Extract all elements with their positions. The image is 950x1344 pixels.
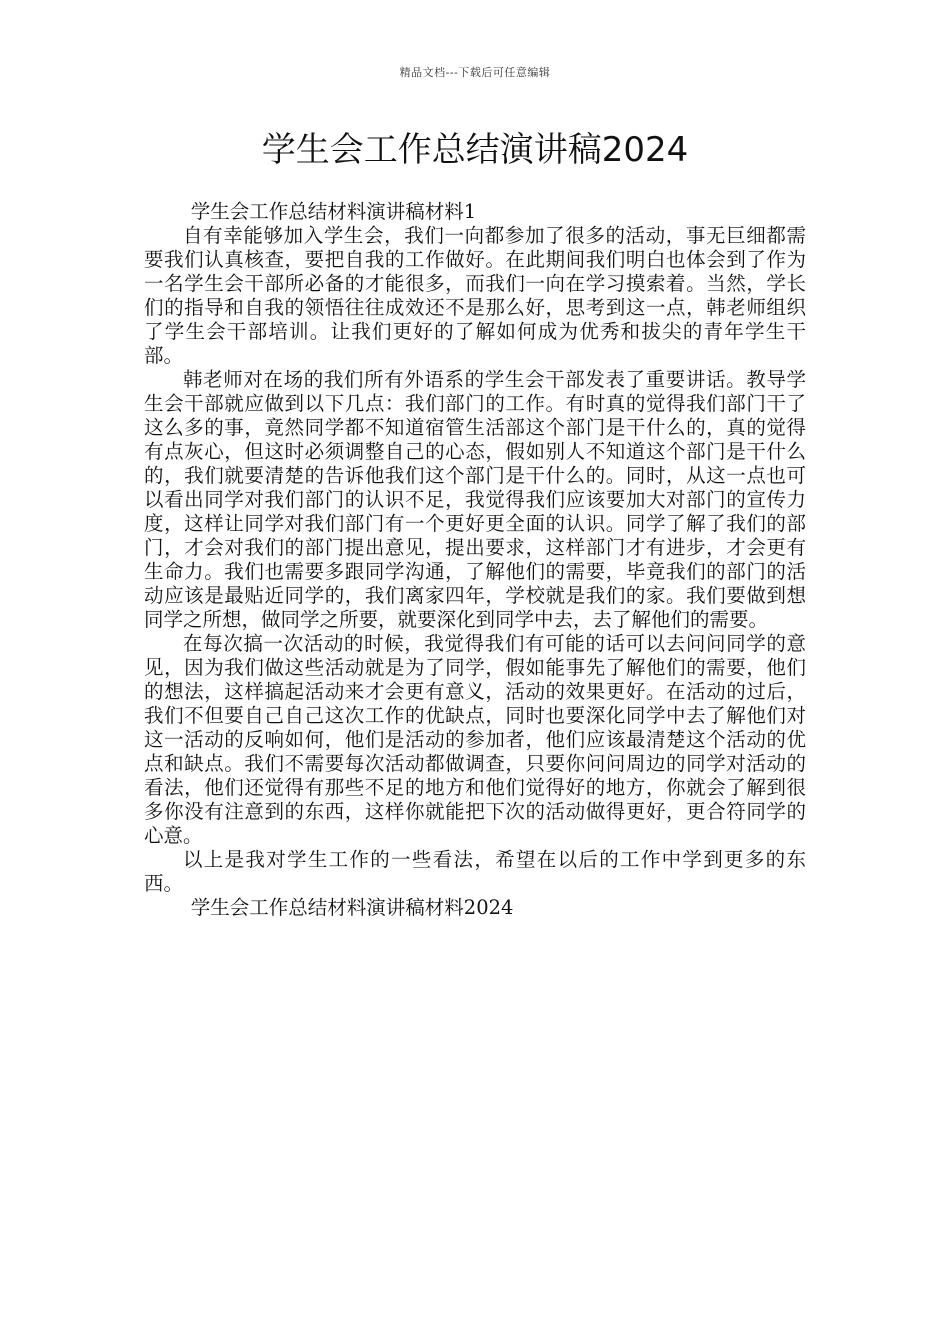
paragraph: 在每次搞一次活动的时候，我觉得我们有可能的话可以去问问同学的意见，因为我们做这些活动就是为了同学，假如能事先了解他们的需要，他们的想法，这样搞起活动来才会更有意义，活动的效果更好。在活动的过后，我们不但要自己自己这次工作的优缺点，同时也要深化同学中去了解他们对这一活动的反响如何，他们是活动的参加者，他们应该最清楚这个活动的优点和缺点。我们不需要每次活动都做调查，只要你问问周边的同学对活动的看法，他们还觉得有那些不足的地方和他们觉得好的地方，你就会了解到很多你没有注意到的东西，这样你就能把下次的活动做得更好，更合符同学的心意。	[144, 632, 806, 847]
paragraph: 韩老师对在场的我们所有外语系的学生会干部发表了重要讲话。教导学生会干部就应做到以下几点：我们部门的工作。有时真的觉得我们部门干了这么多的事，竟然同学都不知道宿管生活部这个部门是干什么的，真的觉得有点灰心，但这时必须调整自己的心态，假如别人不知道这个部门是干什么的，我们就要清楚的告诉他我们这个部门是干什么的。同时，从这一点也可以看出同学对我们部门的认识不足，我觉得我们应该要加大对部门的宣传力度，这样让同学对我们部门有一个更好更全面的认识。同学了解了我们的部门，才会对我们的部门提出意见，提出要求，这样部门才有进步，才会更有生命力。我们也需要多跟同学沟通，了解他们的需要，毕竟我们的部门的活动应该是最贴近同学的，我们离家四年，学校就是我们的家。我们要做到想同学之所想，做同学之所要，就要深化到同学中去，去了解他们的需要。	[144, 368, 806, 631]
section-heading: 学生会工作总结材料演讲稿材料2024	[190, 896, 514, 919]
document-body	[144, 200, 806, 920]
paragraph: 自有幸能够加入学生会，我们一向都参加了很多的活动，事无巨细都需要我们认真核查，要把自我的工作做好。在此期间我们明白也体会到了作为一名学生会干部所必备的才能很多，而我们一向在学习摸索着。当然，学长们的指导和自我的领悟往往成效还不是那么好，思考到这一点，韩老师组织了学生会干部培训。让我们更好的了解如何成为优秀和拔尖的青年学生干部。	[144, 224, 806, 367]
document-title: 学生会工作总结演讲稿2024	[261, 130, 689, 170]
section-heading: 学生会工作总结材料演讲稿材料1	[190, 200, 477, 223]
paragraph: 以上是我对学生工作的一些看法，希望在以后的工作中学到更多的东西。	[144, 848, 806, 895]
header-note: 精品文档---下载后可任意编辑	[399, 66, 551, 79]
